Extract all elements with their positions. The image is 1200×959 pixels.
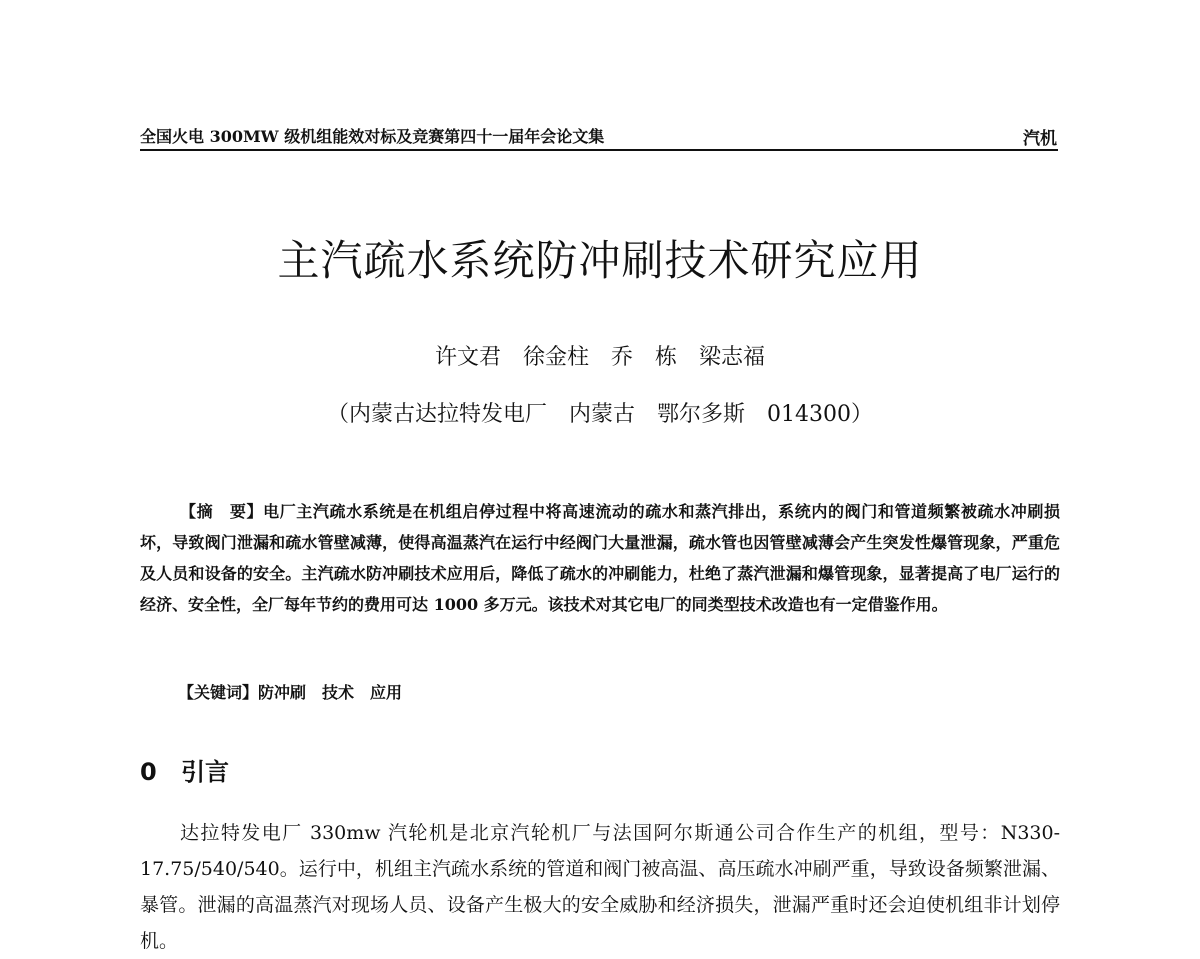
section-title: 引言	[181, 758, 230, 786]
section-number: 0	[140, 758, 157, 786]
keywords-text: 防冲刷 技术 应用	[258, 683, 403, 702]
author-list: 许文君 徐金柱 乔 栋 梁志福	[434, 345, 765, 370]
keywords	[178, 680, 402, 703]
running-header-section: 汽机	[1023, 129, 1057, 149]
abstract-label: 【摘 要】	[180, 502, 264, 521]
running-header-title: 全国火电 300MW 级机组能效对标及竞赛第四十一届年会论文集	[140, 127, 605, 146]
header-divider	[140, 149, 1058, 151]
body-paragraph	[140, 815, 1060, 959]
abstract-text: 电厂主汽疏水系统是在机组启停过程中将高速流动的疏水和蒸汽排出，系统内的阀门和管道频繁被疏水冲刷损坏，导致阀门泄漏和疏水管壁减薄，使得高温蒸汽在运行中经阀门大量泄漏，疏水管也因管壁减薄会产生突发性爆管现象，严重危及人员和设备的安全。主汽疏水防冲刷技术应用后，降低了疏水的冲刷能力，杜绝了蒸汽泄漏和爆管现象，显著提高了电厂运行的经济、安全性，全厂每年节约的费用可达 1000 多万元。该技术对其它电厂的同类型技术改造也有一定借鉴作用。	[140, 502, 1060, 614]
paper-title: 主汽疏水系统防冲刷技术研究应用	[277, 236, 923, 285]
author-affiliation: （内蒙古达拉特发电厂 内蒙古 鄂尔多斯 014300）	[327, 402, 873, 427]
keywords-label: 【关键词】	[178, 683, 259, 702]
abstract	[140, 496, 1060, 620]
section-heading	[140, 752, 229, 787]
intro-paragraph-text: 达拉特发电厂 330mw 汽轮机是北京汽轮机厂与法国阿尔斯通公司合作生产的机组，型号：N330-17.75/540/540。运行中，机组主汽疏水系统的管道和阀门被高温、高压疏水冲刷严重，导致设备频繁泄漏、暴管。泄漏的高温蒸汽对现场人员、设备产生极大的安全威胁和经济损失，泄漏严重时还会迫使机组非计划停机。	[140, 822, 1060, 952]
